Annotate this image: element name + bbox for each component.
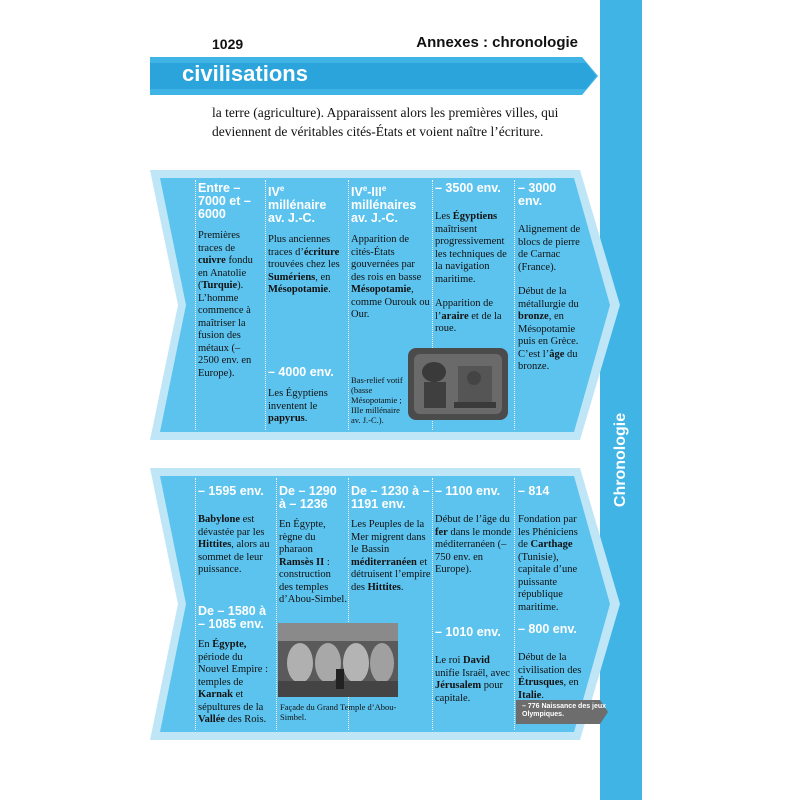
timeline-entry (518, 182, 582, 374)
timeline-entry (198, 605, 274, 727)
column-separator (276, 478, 277, 730)
timeline-entry (268, 366, 346, 426)
banner-title: civilisations (182, 61, 308, 86)
image-caption: Bas-relief votif (basse Mésopotamie ; IIIe millénaire av. J.-C.). (351, 375, 403, 425)
timeline-entry (198, 182, 262, 380)
title-banner (150, 57, 598, 95)
entry-text: Premières traces de cuivre fondu en Anatolie (Turquie). L’homme commence à maîtriser la fusion des métaux (– 2500 env. en Europe). (198, 230, 253, 379)
timeline-entry (198, 485, 274, 577)
entry-date: – 814 (518, 484, 550, 498)
section-heading: Annexes : chronologie (416, 34, 578, 51)
entry-date: De – 1290 à – 1236 (279, 484, 337, 511)
entry-text: Alignement de blocs de pierre de Carnac (France). (518, 224, 581, 273)
entry-text: Fondation par les Phéniciens de Carthage (Tunisie), capitale d’une puissante république maritime. (518, 514, 578, 613)
column-separator (514, 180, 515, 430)
entry-text: Le roi David unifie Israël, avec Jérusalem pour capitale. (435, 655, 510, 704)
entry-text: Les Égyptiens maîtrisent progressivement les techniques de la navigation maritime. (435, 211, 507, 285)
side-tab-label: Chronologie (612, 412, 629, 508)
entry-text: Les Égyptiens inventent le papyrus. (268, 388, 328, 424)
abou-simbel-photo (278, 623, 398, 697)
timeline-entry (351, 182, 431, 322)
timeline-entry (435, 626, 513, 705)
entry-date: – 1010 env. (435, 625, 501, 639)
entry-text: Début de la métallurgie du bronze, en Mésopotamie puis en Grèce. C’est l’âge du bronze. (518, 286, 579, 372)
entry-text: Apparition de l’araire et de la roue. (435, 298, 502, 334)
bas-relief-photo (408, 348, 508, 420)
entry-text: Les Peuples de la Mer migrent dans le Bassin méditerranéen et détruisent l’empire des Hittites. (351, 519, 431, 593)
timeline-entry (351, 485, 431, 594)
entry-text: Plus anciennes traces d’écriture trouvées chez les Sumériens, en Mésopotamie. (268, 234, 340, 296)
column-separator (432, 478, 433, 730)
entry-date: – 3500 env. (435, 181, 501, 195)
entry-text: Début de la civilisation des Étrusques, en Italie. (518, 652, 582, 701)
column-separator (514, 478, 515, 730)
column-separator (265, 180, 266, 430)
entry-date: IVe millénaire av. J.-C. (268, 184, 327, 226)
bas-relief-image (408, 348, 508, 420)
column-separator (348, 180, 349, 430)
entry-date: – 4000 env. (268, 365, 334, 379)
entry-date: – 1595 env. (198, 484, 264, 498)
image-caption: Façade du Grand Temple d’Abou-Simbel. (280, 702, 397, 722)
timeline-entry (268, 182, 346, 297)
page-number: 1029 (212, 36, 244, 52)
entry-date: – 3000 env. (518, 181, 557, 208)
olympics-note-tag (516, 700, 608, 724)
intro-paragraph: la terre (agriculture). Apparaissent alors les premières villes, qui deviennent de véritables cités-États et voient naître l’écriture. (212, 105, 559, 139)
entry-text: Début de l’âge du fer dans le monde méditerranéen (– 750 env. en Europe). (435, 514, 512, 575)
timeline-entry (435, 485, 513, 577)
abou-simbel-image (278, 623, 398, 697)
column-separator (195, 180, 196, 430)
entry-date: De – 1230 à – 1191 env. (351, 484, 430, 511)
timeline-entry (518, 623, 584, 702)
column-separator (195, 478, 196, 730)
timeline-entry (518, 485, 584, 614)
entry-text: En Égypte, période du Nouvel Empire : temples de Karnak et sépultures de la Vallée des Rois. (198, 639, 268, 725)
entry-date: De – 1580 à – 1085 env. (198, 604, 267, 631)
entry-text: Apparition de cités-États gouvernées par des rois en basse Mésopotamie, comme Ourouk ou Our. (351, 234, 430, 321)
timeline-panel-1 (150, 170, 620, 440)
entry-text: En Égypte, règne du pharaon Ramsès II : construction des temples d’Abou-Simbel. (279, 519, 347, 605)
entry-date: – 1100 env. (435, 484, 501, 498)
entry-date: IVe-IIIe millénaires av. J.-C. (351, 184, 417, 226)
entry-date: Entre – 7000 et – 6000 (198, 181, 251, 221)
timeline-entry (279, 485, 347, 607)
entry-date: – 800 env. (518, 622, 577, 636)
entry-text: Babylone est dévastée par les Hittites, alors au sommet de leur puissance. (198, 514, 270, 575)
note-tag-text: – 776 Naissance des jeux Olympiques. (522, 703, 607, 718)
timeline-entry (435, 182, 513, 336)
